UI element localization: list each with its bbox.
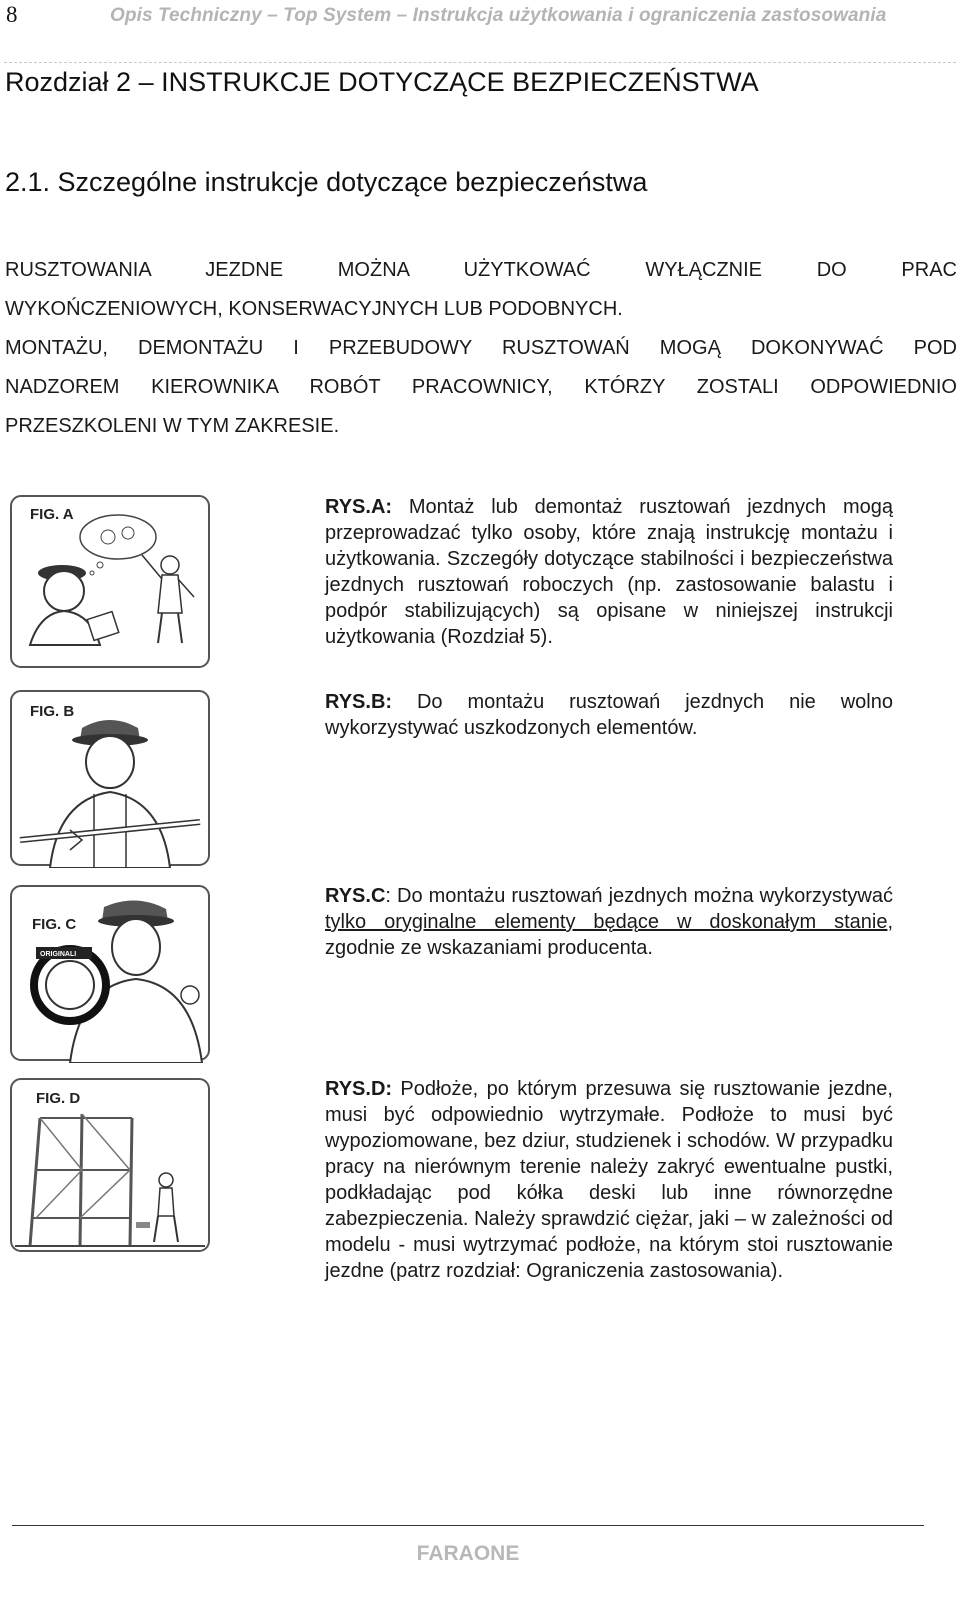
figure-d-illustration <box>10 1078 210 1254</box>
figure-c-label: FIG. C <box>32 916 77 933</box>
figure-c-caption-label: RYS.C <box>325 885 386 907</box>
figure-b-caption <box>325 689 893 741</box>
figure-d-caption <box>325 1076 893 1284</box>
footer-brand: FARAONE <box>416 1542 520 1565</box>
intro-line-4: NADZOREM KIEROWNIKA ROBÓT PRACOWNICY, KTÓRZY ZOSTALI ODPOWIEDNIO <box>5 376 957 398</box>
figure-c-illustration <box>10 885 210 1063</box>
figure-a-caption <box>325 494 893 650</box>
page-header <box>0 0 960 40</box>
figure-d-caption-text: Podłoże, po którym przesuwa się rusztowanie jezdne, musi być odpowiednio wytrzymałe. Podłoże to musi być wypoziomowane, bez dziur, studzienek i schodów. W przypadku pracy na nierównym terenie należy zakryć ewentualne pustki, podkładając pod kółka deski lub inne równorzędne zabezpieczenia. Należy sprawdzić ciężar, jaki – w zależności od modelu - musi wytrzymać podłoże, na którym stoi rusztowanie jezdne (patrz rozdział: Ograniczenia zastosowania). <box>325 1078 893 1282</box>
figure-b-label: FIG. B <box>30 703 75 720</box>
footer-divider <box>12 1525 924 1526</box>
figure-d-caption-label: RYS.D: <box>325 1078 393 1100</box>
header-divider <box>4 62 956 63</box>
figure-a-illustration <box>10 495 210 670</box>
figure-c-badge: ORIGINALI <box>40 951 77 958</box>
intro-line-5: PRZESZKOLENI W TYM ZAKRESIE. <box>5 415 340 437</box>
figure-a-caption-label: RYS.A: <box>325 496 393 518</box>
intro-line-1: RUSZTOWANIA JEZDNE MOŻNA UŻYTKOWAĆ WYŁĄCZNIE DO PRAC <box>5 259 957 281</box>
figure-a-label: FIG. A <box>30 506 74 523</box>
figure-c-caption-underlined: tylko oryginalne elementy będące w doskonałym stanie <box>325 911 888 933</box>
running-title: Opis Techniczny – Top System – Instrukcja użytkowania i ograniczenia zastosowania <box>110 5 887 26</box>
figure-b-caption-text: Do montażu rusztowań jezdnych nie wolno wykorzystywać uszkodzonych elementów. <box>325 691 893 739</box>
intro-line-3: MONTAŻU, DEMONTAŻU I PRZEBUDOWY RUSZTOWAŃ MOGĄ DOKONYWAĆ POD <box>5 337 957 359</box>
figure-b-illustration <box>10 690 210 868</box>
figure-b-caption-label: RYS.B: <box>325 691 393 713</box>
intro-line-2: WYKOŃCZENIOWYCH, KONSERWACYJNYCH LUB PODOBNYCH. <box>5 298 623 320</box>
figure-c-caption-pre: : Do montażu rusztowań jezdnych można wykorzystywać <box>385 885 893 907</box>
figure-c-caption-post: , zgodnie ze wskazaniami producenta. <box>325 911 893 959</box>
page-number: 8 <box>6 2 18 27</box>
section-title: 2.1. Szczególne instrukcje dotyczące bezpieczeństwa <box>5 167 648 197</box>
figure-c-caption <box>325 883 893 961</box>
chapter-title: Rozdział 2 – INSTRUKCJE DOTYCZĄCE BEZPIECZEŃSTWA <box>5 67 759 97</box>
figure-a-caption-text: Montaż lub demontaż rusztowań jezdnych mogą przeprowadzać tylko osoby, które znają instrukcję montażu i użytkowania. Szczegóły dotyczące stabilności i bezpieczeństwa jezdnych rusztowań roboczych (np. zastosowanie balastu i podpór stabilizujących) są opisane w niniejszej instrukcji użytkowania (Rozdział 5). <box>325 496 893 648</box>
figure-d-label: FIG. D <box>36 1090 81 1107</box>
